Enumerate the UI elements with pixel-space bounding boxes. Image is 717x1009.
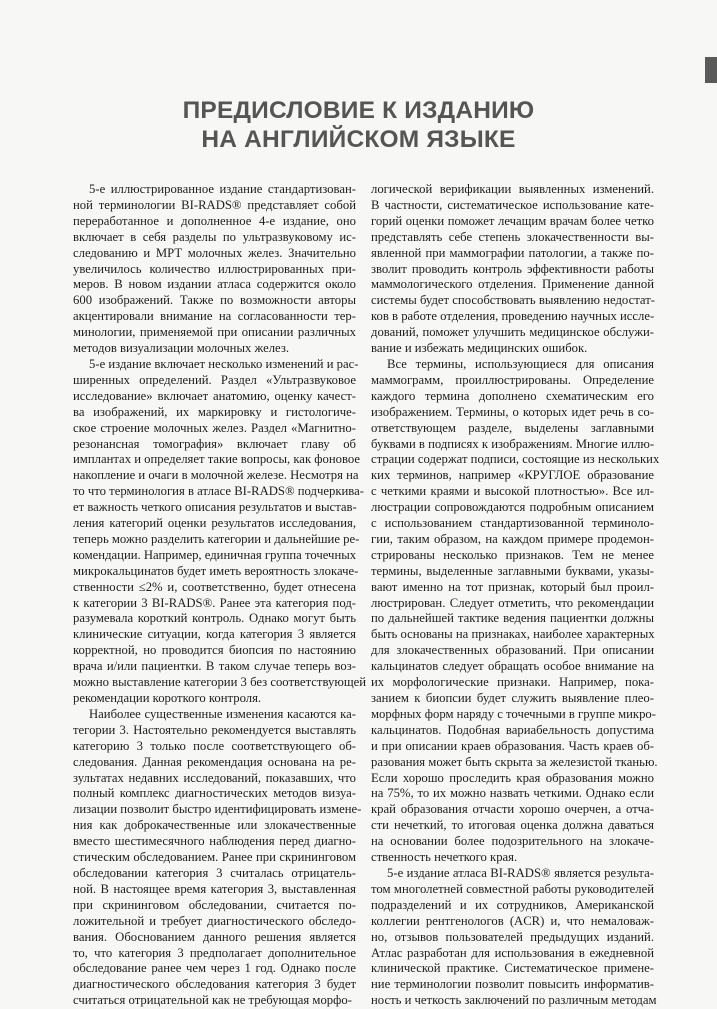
text-line: ность и четкость заключений по различным методам [371,993,657,1008]
text-line: и при описании краев образования. Часть краев об- [371,738,654,753]
text-line: диагностического обследования категория 3 будет [73,977,356,992]
text-line: можно выставление категории 3 без соответствующей [73,675,367,690]
text-line: логической верификации выявленных изменений. [371,182,654,196]
text-line: ления категорий оценки результатов исследования, [73,516,356,531]
text-line: считаться отрицательной как не требующая морфо- [73,993,352,1008]
text-line: 600 изображений. Также по возможности авторы [73,293,356,308]
text-line: горий оценки поможет лечащим врачам более четко [371,213,654,228]
text-line: термины, выделенные заглавными буквами, указы- [371,563,654,578]
text-line: на 75%, то их можно назвать четкими. Однако если [371,786,654,801]
text-line: акцентировали внимание на согласованности тер- [73,309,356,324]
text-line: при скрининговом обследовании, считается по- [73,897,356,912]
text-line: исследование» включает анатомию, оценку качест- [73,388,356,403]
page-title-line-2: НА АНГЛИЙСКОМ ЯЗЫКЕ [201,126,516,153]
text-line: ной. В настоящее время категория 3, выставленная [73,881,356,896]
text-line: с четкими краями и высокой плотностью». Все ил- [371,484,654,499]
text-line: кальцинатов. Подобная вариабельность допустима [371,722,654,737]
text-line: морфных форм наряду с точечными в группе микро- [371,706,656,721]
text-line: разования может быть скрыта за железистой тканью. [371,754,658,769]
text-line: клинической практике. Систематическое примене- [371,961,654,976]
text-line: к категории 3 BI-RADS®. Ранее эта категория под- [73,595,356,610]
text-line: каждого термина дополнено схематическим его [371,388,654,403]
text-line: переработанное и дополненное 4-е издание, оно [73,213,356,228]
text-line: по дальнейшей тактике ведения пациентки должны [371,611,654,626]
text-line: на основании более подозрительного на злокаче- [371,834,654,849]
text-line: изображением. Термины, о которых идет речь в со- [371,404,654,419]
text-line: теперь можно разделить категории и дальнейшие ре- [73,531,360,546]
text-line: корректной, но проводится биопсия по настоянию [73,643,356,658]
text-line: следованию и МРТ молочных желез. Значительно [73,245,356,260]
text-line: ков в работе отделения, проведению научных иссле- [371,309,655,324]
left-text-column [73,182,367,1009]
text-line: комендации. Например, единичная группа точечных [73,547,357,562]
text-line: врача и/или пациентки. В таком случае теперь воз- [73,659,356,674]
text-line: представлять себе степень злокачественности вы- [371,229,654,244]
text-line: ние терминологии позволит повысить информатив- [371,977,654,992]
text-line: занием к биопсии будет служить выявление плео- [371,691,654,705]
text-line: 5-е издание включает несколько изменений и рас- [89,356,359,371]
text-line: но, отзывов пользователей предыдущих изданий. [371,929,654,944]
text-line: буквами в подписях к изображениям. Многие иллю- [371,436,655,451]
text-line: меров. В новом издании атласа содержится около [73,277,356,292]
text-line: сти нечеткий, то итоговая оценка должна даваться [371,818,654,833]
text-line: лизации позволит быстро идентифицировать измене- [73,802,362,817]
page-title-line-1: ПРЕДИСЛОВИЕ К ИЗДАНИЮ [182,97,535,124]
text-line: вают именно на тот признак, который был проил- [371,579,654,594]
text-line: 5-е издание атласа BI-RADS® является результа- [387,865,654,880]
text-line: микрокальцинатов будет иметь вероятность злокаче- [73,563,359,578]
text-line: быть основаны на признаках, наиболее характерных [371,627,655,642]
text-line: резонансная томография» включает главу об [73,436,356,451]
text-line: рекомендации короткого контроля. [73,691,262,705]
text-line: ния как доброкачественные или злокачественные [73,818,356,833]
text-line: Все термины, использующиеся для описания [387,356,654,371]
text-line: ких терминов, например «КРУГЛОЕ образование [371,468,654,483]
text-line: страции содержат подписи, состоящие из нескольких [371,452,660,467]
text-line: явленной при маммографии патологии, а также по- [371,245,654,260]
text-line: люстрации сопровождаются подробным описанием [371,500,654,515]
text-line: имплантах и определяет такие вопросы, как фоновое [73,452,361,467]
text-line: Атлас разработан для использования в ежедневной [371,945,654,960]
text-line: ет важность четкого описания результатов и выстав- [73,500,357,515]
text-line: край образования отчасти хорошо очерчен, а отча- [371,802,654,817]
text-line: стрированы несколько признаков. Тем не менее [371,547,654,562]
text-line: полный комплекс диагностических методов визуа- [73,786,356,801]
text-line: ложительной и требует диагностического обследо- [73,913,356,928]
text-line: категорию 3 только после соответствующего об- [73,738,356,753]
text-line: клинические ситуации, когда категория 3 является [73,627,356,642]
text-line: накопление и очаги в молочной железе. Несмотря на [73,468,359,483]
text-line: кальцинатов следует обращать особое внимание на [371,659,654,674]
text-line: обследовании категория 3 считалась отрицатель- [73,865,356,880]
text-line: том многолетней совместной работы руководителей [371,881,654,896]
text-line: Если хорошо проследить края образования можно [371,770,654,785]
page-title [0,96,717,154]
text-line: ва изображений, их маркировку и гистологиче- [73,404,356,419]
text-line: то, что категория 3 предполагает дополнительное [73,945,356,960]
text-line: гии, таким образом, на каждом примере продемон- [371,531,654,546]
text-line: методов визуализации молочных желез. [73,341,290,356]
text-line: минологии, применяемой при описании различных [73,325,356,340]
text-line: люстрирован. Следует отметить, что рекомендации [371,595,654,610]
text-line: вание и избежать медицинских ошибок. [371,341,588,356]
text-line: то что терминология в атласе BI-RADS® подчеркива- [73,484,364,499]
text-line: разумевала короткий контроль. Однако могут быть [73,611,356,626]
text-line: стическим обследованием. Ранее при скрининговом [73,850,356,865]
text-line: ширенных определений. Раздел «Ультразвуковое [73,372,356,387]
text-line: ной терминологии BI-RADS® представляет собой [73,197,356,212]
text-line: дований, поможет улучшить медицинское обслужи- [371,325,654,340]
text-line: для злокачественных образований. При описании [371,643,654,658]
text-line: увеличилось количество иллюстрированных при- [73,261,356,276]
text-line: вместо шестимесячного наблюдения перед диагно- [73,834,356,849]
text-line: ственность нечеткого края. [371,850,518,865]
text-line: их морфологические признаки. Например, пока- [371,675,654,690]
chapter-tab-marker [705,57,717,83]
text-line: подразделений и их сотрудников, Американской [371,897,654,912]
text-line: обследование ранее чем через 1 год. Однако после [73,961,356,976]
text-line: вания. Обоснованием данного решения является [73,929,356,944]
text-line: маммологического отделения. Применение данной [371,277,654,292]
text-line: зволит проводить контроль эффективности работы [371,261,654,276]
text-line: зультатах недавних исследований, показавших, что [73,770,356,785]
text-line: Наиболее существенные изменения касаются ка- [89,706,356,721]
text-line: включает в себя разделы по ультразвуковому ис- [73,229,356,244]
text-line: 5-е иллюстрированное издание стандартизован- [89,182,356,196]
text-line: ственности ≤2% и, соответственно, будет отнесена [73,579,356,594]
text-line: с использованием стандартизованной терминоло- [371,516,654,531]
text-line: В частности, систематическое использование кате- [371,197,654,212]
text-line: следования. Данная рекомендация основана на ре- [73,754,356,769]
text-line: коллегии рентгенологов (ACR) и, что немаловаж- [371,913,654,928]
right-text-column [371,182,660,1009]
text-line: маммограмм, проиллюстрированы. Определение [371,372,654,387]
text-line: системы будет способствовать выявлению недостат- [371,293,655,308]
text-line: ответствующем разделе, выделены заглавными [371,420,654,435]
text-line: тегории 3. Настоятельно рекомендуется выставлять [73,722,356,737]
text-line: ское строение молочных желез. Раздел «Магнитно- [73,420,356,435]
